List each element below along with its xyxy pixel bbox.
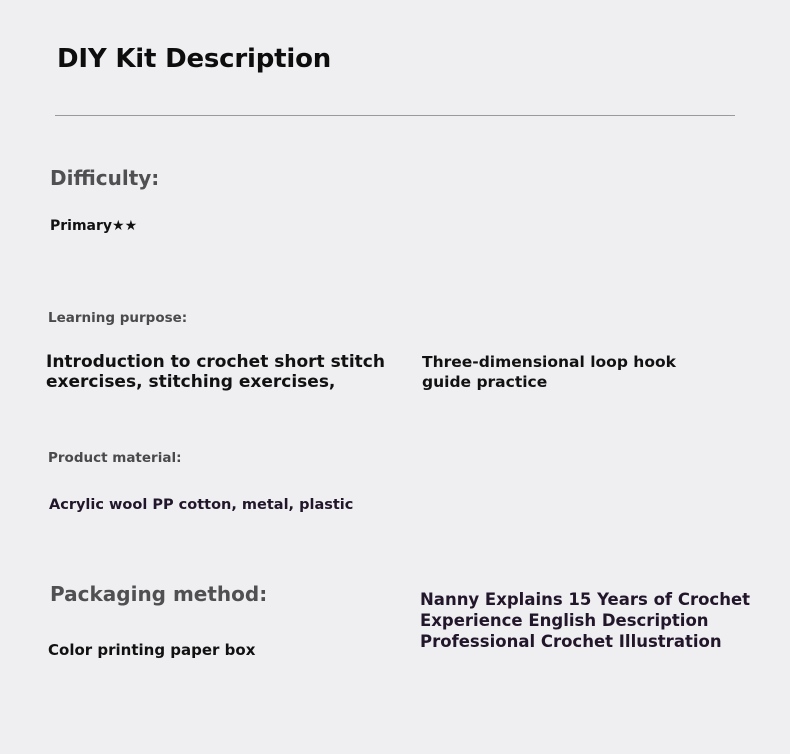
learning-purpose-right-line2: guide practice xyxy=(422,373,548,391)
title-divider xyxy=(55,115,735,116)
product-material-value: Acrylic wool PP cotton, metal, plastic xyxy=(49,497,354,513)
product-material-label: Product material: xyxy=(48,450,182,466)
packaging-right-line2: Experience English Description xyxy=(420,611,709,630)
difficulty-value: Primary★★ xyxy=(50,218,138,234)
packaging-right-line3: Professional Crochet Illustration xyxy=(420,632,722,651)
packaging-right-line1: Nanny Explains 15 Years of Crochet xyxy=(420,590,751,609)
packaging-right-description xyxy=(420,589,750,652)
packaging-method-value: Color printing paper box xyxy=(48,641,256,659)
learning-purpose-left-line2: exercises, stitching exercises, xyxy=(46,372,336,392)
difficulty-label: Difficulty: xyxy=(50,166,160,190)
packaging-method-label: Packaging method: xyxy=(50,582,268,606)
learning-purpose-left xyxy=(46,352,385,392)
learning-purpose-left-line1: Introduction to crochet short stitch xyxy=(46,352,385,372)
learning-purpose-right xyxy=(422,352,676,392)
page-title: DIY Kit Description xyxy=(57,44,332,74)
learning-purpose-label: Learning purpose: xyxy=(48,310,188,326)
learning-purpose-right-line1: Three-dimensional loop hook xyxy=(422,353,676,371)
